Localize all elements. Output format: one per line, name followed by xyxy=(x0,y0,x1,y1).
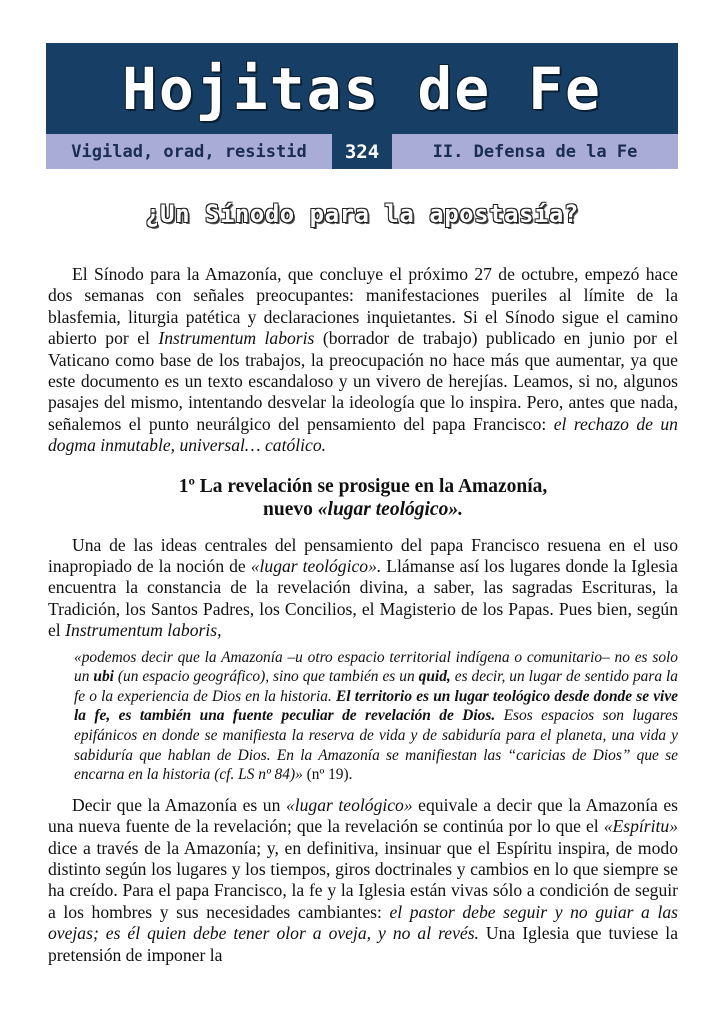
italic-text: Instrumentum laboris, xyxy=(65,620,222,641)
text: es decir, un lugar de sentido para la fe o la experiencia de Dios en la historia. xyxy=(74,668,679,705)
italic-text: Instrumentum laboris xyxy=(158,328,315,349)
masthead-subbar xyxy=(46,134,678,169)
text: (borrador de trabajo) publicado en junio por el Vaticano como base de los trabajos, la preocupación no hace más que aumentar, ya que este documento es un texto escandaloso y un vivero de herejías. Leamos, si no, algunos pasajes del mismo, intentando desvelar la ideología que lo inspira. Pero, antes que nada, señalemos el punto neurálgico del pensamiento del papa Francisco: xyxy=(48,328,678,434)
paragraph-intro xyxy=(48,264,678,457)
publication-title: Hojitas de Fe xyxy=(122,54,602,123)
issue-number: 324 xyxy=(332,134,392,169)
text: Esos espacios son lugares epifánicos en donde se manifiesta la reserva de vida y de sabiduría para el planeta, una vida y sabiduría que hablan de Dios. En la Amazonía se manifiestan las “caricias de Dios” que se encarna en la historia (cf. LS nº 84)» xyxy=(74,707,679,784)
bold-text: quid, xyxy=(418,668,451,686)
italic-text: «lugar teológico». xyxy=(317,498,463,520)
masthead xyxy=(46,43,678,169)
text: El Sínodo para la Amazonía, que concluye el próximo 27 de octubre, empezó hace dos semanas con señales preocupantes: manifestaciones pueriles al límite de la blasfemia, liturgia patética y declaraciones inquietantes. Si el Sínodo sigue el camino abierto por el xyxy=(48,264,678,349)
text: Decir que la Amazonía es un xyxy=(72,794,286,815)
text: dice a través de la Amazonía; y, en definitiva, insinuar que el Espíritu inspira, de modo distinto según los lugares y los tiempos, giros doctrinales y cambios en lo que siempre se ha creído. Para el papa Francisco, la fe y la Iglesia están vivas sólo a condición de seguir a los hombres y sus necesidades cambiantes: xyxy=(48,837,678,922)
italic-text: «lugar teológico» xyxy=(285,794,413,815)
italic-text: el pastor debe seguir y no guiar a las ovejas; es él quien debe tener olor a oveja, y no al revés. xyxy=(48,901,678,944)
text: Una Iglesia que tuviese la pretensión de imponer la xyxy=(48,923,678,965)
paragraph-3 xyxy=(48,795,678,966)
text: Una de las ideas centrales del pensamiento del papa Francisco resuena en el uso inapropiado de la noción de xyxy=(48,534,678,577)
block-quote xyxy=(74,648,678,785)
article-body xyxy=(48,264,678,966)
italic-text: «lugar teológico». xyxy=(250,556,382,577)
masthead-banner xyxy=(46,43,678,134)
text: nuevo xyxy=(263,498,318,520)
text: (un espacio geográfico), sino que también es un xyxy=(113,668,419,686)
section-heading-line: 1º La revelación se prosigue en la Amazonía, xyxy=(178,475,548,497)
text: Llámanse así los lugares donde la Iglesia encuentra la constancia de la revelación divina, a saber, las sagradas Escrituras, la Tradición, los Santos Padres, los Concilios, el Magisterio de los Papas. Pues bien, según el xyxy=(48,556,678,641)
motto: Vigilad, orad, resistid xyxy=(71,141,307,162)
article-title: ¿Un Sínodo para la apostasía? xyxy=(145,200,579,228)
section-heading-line xyxy=(48,498,678,521)
section-label: II. Defensa de la Fe xyxy=(432,141,638,162)
bold-text: ubi xyxy=(93,668,114,686)
paragraph-2 xyxy=(48,535,678,642)
text: equivale a decir que la Amazonía es una nueva fuente de la revelación; que la revelación se continúa por lo que el xyxy=(48,794,679,837)
section-heading xyxy=(48,475,678,521)
text: «podemos decir que la Amazonía –u otro espacio territorial indígena o comunitario– no es solo un xyxy=(74,648,678,686)
bold-text: El territorio es un lugar teológico desde donde se vive la fe, es también una fuente peculiar de revelación de Dios. xyxy=(74,687,678,725)
italic-text: el rechazo de un dogma inmutable, universal… católico. xyxy=(48,413,678,456)
quote-reference: (nº 19). xyxy=(302,766,353,784)
italic-text: «Espíritu» xyxy=(603,816,678,837)
